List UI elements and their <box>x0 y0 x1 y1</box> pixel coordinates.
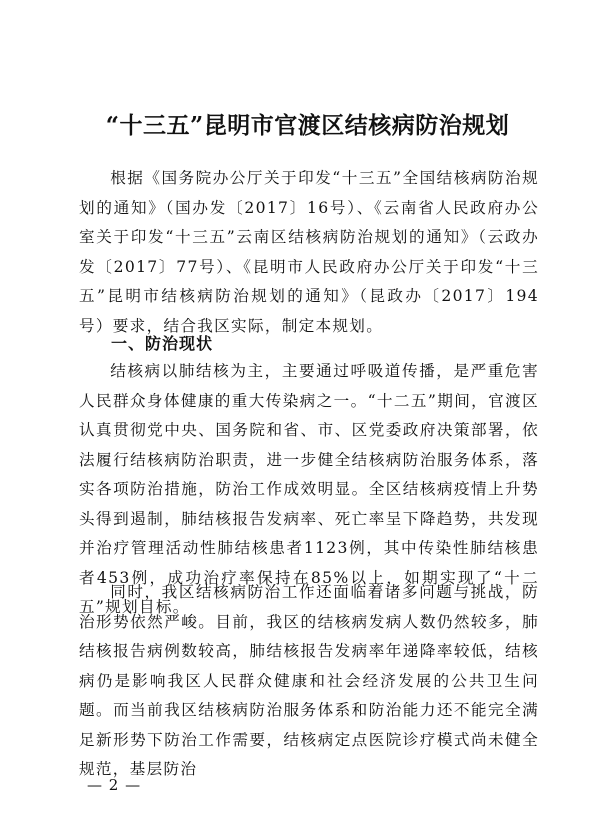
page-number: — 2 — <box>87 776 142 794</box>
intro-paragraph: 根据《国务院办公厅关于印发“十三五”全国结核病防治规划的通知》（国办发〔2017〕16号）、《云南省人民政府办公室关于印发“十三五”云南区结核病防治规划的通知》（云政办发〔2017〕77号）、《昆明市人民政府办公厅关于印发“十三五”昆明市结核病防治规划的通知》（昆政办〔2017〕194号）要求，结合我区实际，制定本规划。 <box>79 169 539 335</box>
section-heading: 一、防治现状 <box>111 334 214 353</box>
status-paragraph: 结核病以肺结核为主，主要通过呼吸道传播，是严重危害人民群众身体健康的重大传染病之一。“十二五”期间，官渡区认真贯彻党中央、国务院和省、市、区党委政府决策部署，依法履行结核病防治职责，进一步健全结核病防治服务体系，落实各项防治措施，防治工作成效明显。全区结核病疫情上升势头得到遏制，肺结核报告发病率、死亡率呈下降趋势，共发现并治疗管理活动性肺结核患者1123例，其中传染性肺结核患者453例，成功治疗率保持在85%以上，如期实现了“十二五”规划目标。 <box>79 362 539 616</box>
document-title: “十三五”昆明市官渡区结核病防治规划 <box>105 112 510 139</box>
challenges-paragraph: 同时，我区结核病防治工作还面临着诸多问题与挑战，防治形势依然严峻。目前，我区的结核病发病人数仍然较多，肺结核报告病例数较高，肺结核报告发病率年递降率较低，结核病仍是影响我区人民群众健康和社会经济发展的公共卫生问题。而当前我区结核病防治服务体系和防治能力还不能完全满足新形势下防治工作需要，结核病定点医院诊疗模式尚未健全规范，基层防治 <box>79 583 539 778</box>
